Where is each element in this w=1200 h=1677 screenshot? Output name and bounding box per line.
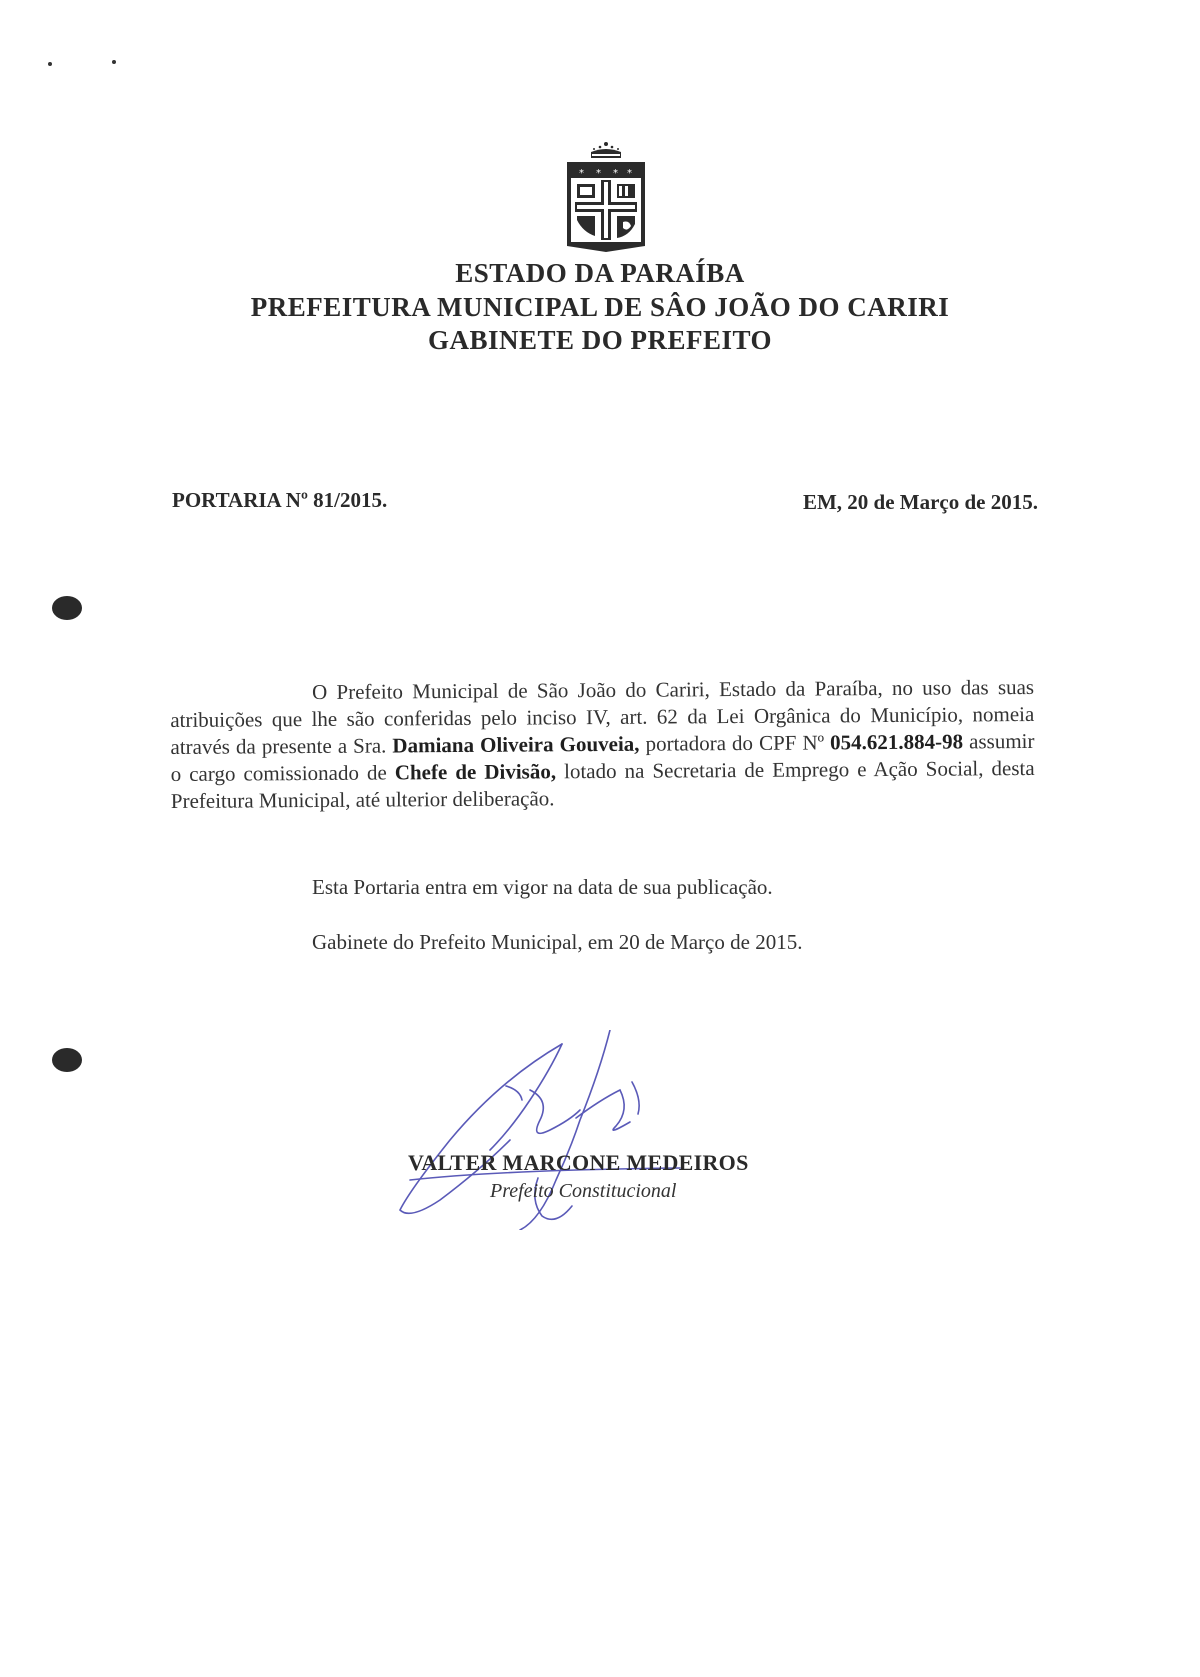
punch-hole-top (52, 596, 82, 620)
appointment-paragraph (170, 674, 1035, 815)
punch-hole-bottom (52, 1048, 82, 1072)
signatory-name: VALTER MARCONE MEDEIROS (408, 1150, 749, 1175)
svg-text:*: * (596, 168, 601, 179)
svg-text:*: * (579, 168, 584, 179)
portaria-number: PORTARIA Nº 81/2015. (172, 488, 388, 512)
svg-text:*: * (627, 168, 632, 179)
scan-speck (48, 62, 52, 66)
header-office: GABINETE DO PREFEITO (427, 325, 773, 355)
body-text-d: lotado na Secretaria de Emprego e Ação Social, desta Prefeitura Municipal, até ulterior deliberação. (170, 755, 1035, 813)
scan-speck (112, 60, 116, 64)
svg-text:*: * (613, 168, 618, 179)
header-state: ESTADO DA PARAÍBA (455, 258, 745, 288)
signatory-title: Prefeito Constitucional (490, 1180, 677, 1202)
appointee-name: Damiana Oliveira Gouveia, (392, 731, 640, 758)
header-municipality: PREFEITURA MUNICIPAL DE SÂO JOÃO DO CARIRI (250, 292, 950, 322)
closing-paragraph: Gabinete do Prefeito Municipal, em 20 de Março de 2015. (312, 930, 803, 954)
appointee-cpf: 054.621.884-98 (830, 729, 964, 755)
portaria-date: EM, 20 de Março de 2015. (802, 490, 1038, 514)
body-text-b: portadora do CPF Nº (639, 730, 831, 756)
body-text-a: O Prefeito Municipal de São João do Cariri, Estado da Paraíba, no uso das suas atribuições que lhe são conferidas pelo inciso IV, art. 62 da Lei Orgânica do Município, nomeia através da presente a Sra. (170, 674, 1035, 759)
effective-date-paragraph: Esta Portaria entra em vigor na data de sua publicação. (312, 875, 773, 899)
appointed-role: Chefe de Divisão, (394, 759, 557, 785)
municipal-coat-of-arms-icon (563, 140, 649, 252)
body-text-c: assumir o cargo comissionado de (170, 728, 1035, 786)
